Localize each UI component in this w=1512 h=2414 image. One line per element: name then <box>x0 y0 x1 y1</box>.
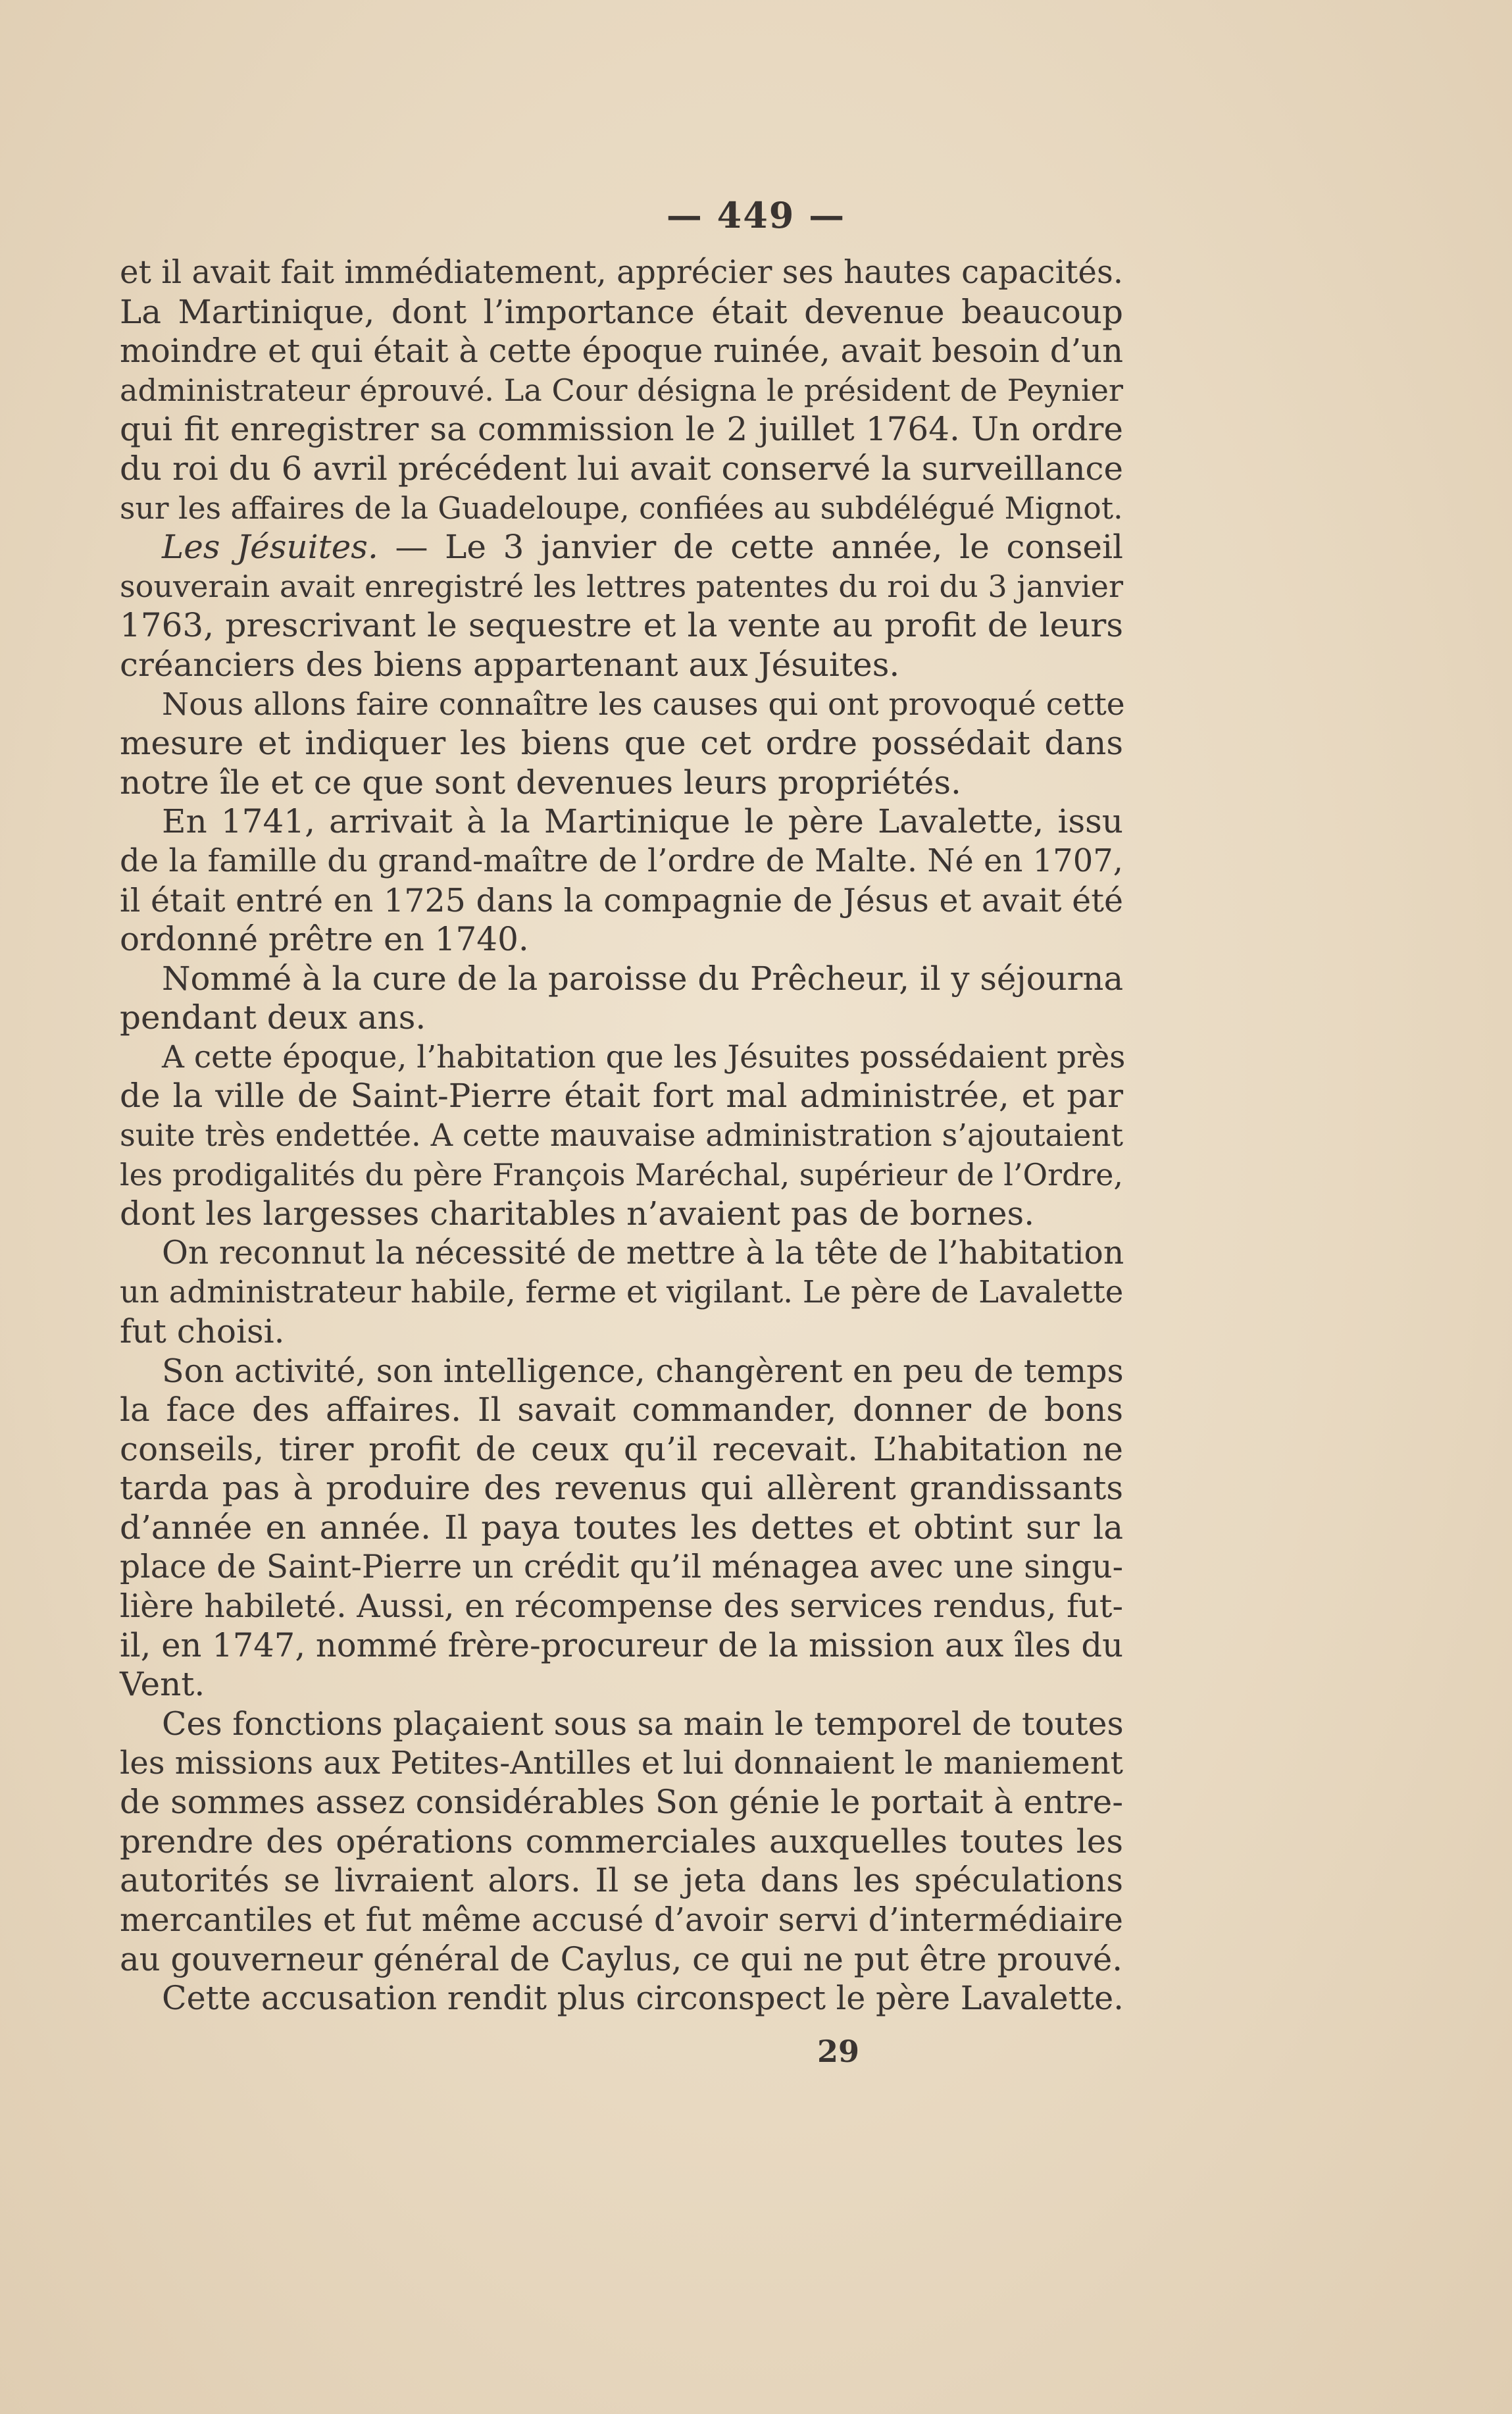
text-line: lière habileté. Aussi, en récompense des services rendus, fut- <box>120 1587 1123 1626</box>
text-line: La Martinique, dont l’importance était devenue beaucoup <box>120 292 1123 331</box>
text-line: En 1741, arrivait à la Martinique le père Lavalette, issu <box>162 802 1123 841</box>
section-heading: Les Jésuites. <box>162 528 378 567</box>
text-line: A cette époque, l’habitation que les Jésuites possédaient près <box>162 1039 1126 1075</box>
text-line: 1763, prescrivant le sequestre et la vente au profit de leurs <box>120 606 1123 645</box>
text-line: Cette accusation rendit plus circonspect le père Lavalette. <box>162 1979 1124 2018</box>
text-line: Vent. <box>120 1665 205 1704</box>
text-line: un administrateur habile, ferme et vigilant. Le père de Lavalette <box>120 1274 1124 1310</box>
text-line: pendant deux ans. <box>120 998 426 1037</box>
text-line: de la ville de Saint-Pierre était fort mal administrée, et par <box>120 1077 1123 1116</box>
text-line: notre île et ce que sont devenues leurs propriétés. <box>120 763 961 802</box>
text-line: conseils, tirer profit de ceux qu’il recevait. L’habitation ne <box>120 1429 1123 1468</box>
text-line: On reconnut la nécessité de mettre à la tête de l’habitation <box>162 1234 1124 1271</box>
text-line: les missions aux Petites-Antilles et lui donnaient le maniement <box>120 1744 1123 1782</box>
text-line: autorités se livraient alors. Il se jeta dans les spéculations <box>120 1861 1123 1900</box>
text-line: Nous allons faire connaître les causes qui ont provoqué cette <box>162 686 1125 723</box>
signature-mark: 29 <box>817 2034 859 2069</box>
text-line: mercantiles et fut même accusé d’avoir servi d’intermédiaire <box>120 1900 1123 1939</box>
text-line: dont les largesses charitables n’avaient pas de bornes. <box>120 1194 1035 1233</box>
text-line: tarda pas à produire des revenus qui allèrent grandissants <box>120 1469 1123 1508</box>
text-line: les prodigalités du père François Maréchal, supérieur de l’Ordre, <box>120 1156 1123 1193</box>
text-line: Son activité, son intelligence, changèrent en peu de temps <box>162 1351 1124 1390</box>
text-line: il, en 1747, nommé frère-procureur de la mission aux îles du <box>120 1626 1123 1664</box>
text-line: de la famille du grand-maître de l’ordre de Malte. Né en 1707, <box>120 842 1123 879</box>
text-line: au gouverneur général de Caylus, ce qui ne put être prouvé. <box>120 1939 1123 1978</box>
text-line: qui fit enregistrer sa commission le 2 juillet 1764. Un ordre <box>120 410 1123 449</box>
text-line: du roi du 6 avril précédent lui avait conservé la surveillance <box>120 449 1123 488</box>
text-line: souverain avait enregistré les lettres patentes du roi du 3 janvier <box>120 568 1123 604</box>
text-line: d’année en année. Il paya toutes les dettes et obtint sur la <box>120 1508 1123 1547</box>
text-line: Ces fonctions plaçaient sous sa main le temporel de toutes <box>162 1704 1124 1743</box>
page-number: — 449 — <box>666 194 846 236</box>
text-line: sur les affaires de la Guadeloupe, confiées au subdélégué Mignot. <box>120 490 1123 526</box>
text-line: fut choisi. <box>120 1312 285 1351</box>
text-line: Nommé à la cure de la paroisse du Prêcheur, il y séjourna <box>162 959 1124 998</box>
text-line: place de Saint-Pierre un crédit qu’il ménagea avec une singu- <box>120 1548 1123 1585</box>
body-text <box>120 253 1126 2018</box>
text-line: prendre des opérations commerciales auxquelles toutes les <box>120 1822 1123 1861</box>
text-line: suite très endettée. A cette mauvaise administration s’ajoutaient <box>120 1117 1123 1154</box>
text-line: mesure et indiquer les biens que cet ordre possédait dans <box>120 724 1123 763</box>
text-line <box>120 528 1123 567</box>
text-line: ordonné prêtre en 1740. <box>120 920 529 959</box>
text-line: de sommes assez considérables Son génie le portait à entre- <box>120 1783 1123 1822</box>
line-text: — Le 3 janvier de cette année, le conseil <box>395 528 1123 567</box>
text-line: la face des affaires. Il savait commander, donner de bons <box>120 1391 1123 1429</box>
text-line: moindre et qui était à cette époque ruinée, avait besoin d’un <box>120 332 1124 371</box>
text-line: administrateur éprouvé. La Cour désigna le président de Peynier <box>120 372 1123 408</box>
text-line: créanciers des biens appartenant aux Jésuites. <box>120 645 900 684</box>
text-line: et il avait fait immédiatement, apprécier ses hautes capacités. <box>120 254 1124 291</box>
text-line: il était entré en 1725 dans la compagnie de Jésus et avait été <box>120 881 1123 919</box>
